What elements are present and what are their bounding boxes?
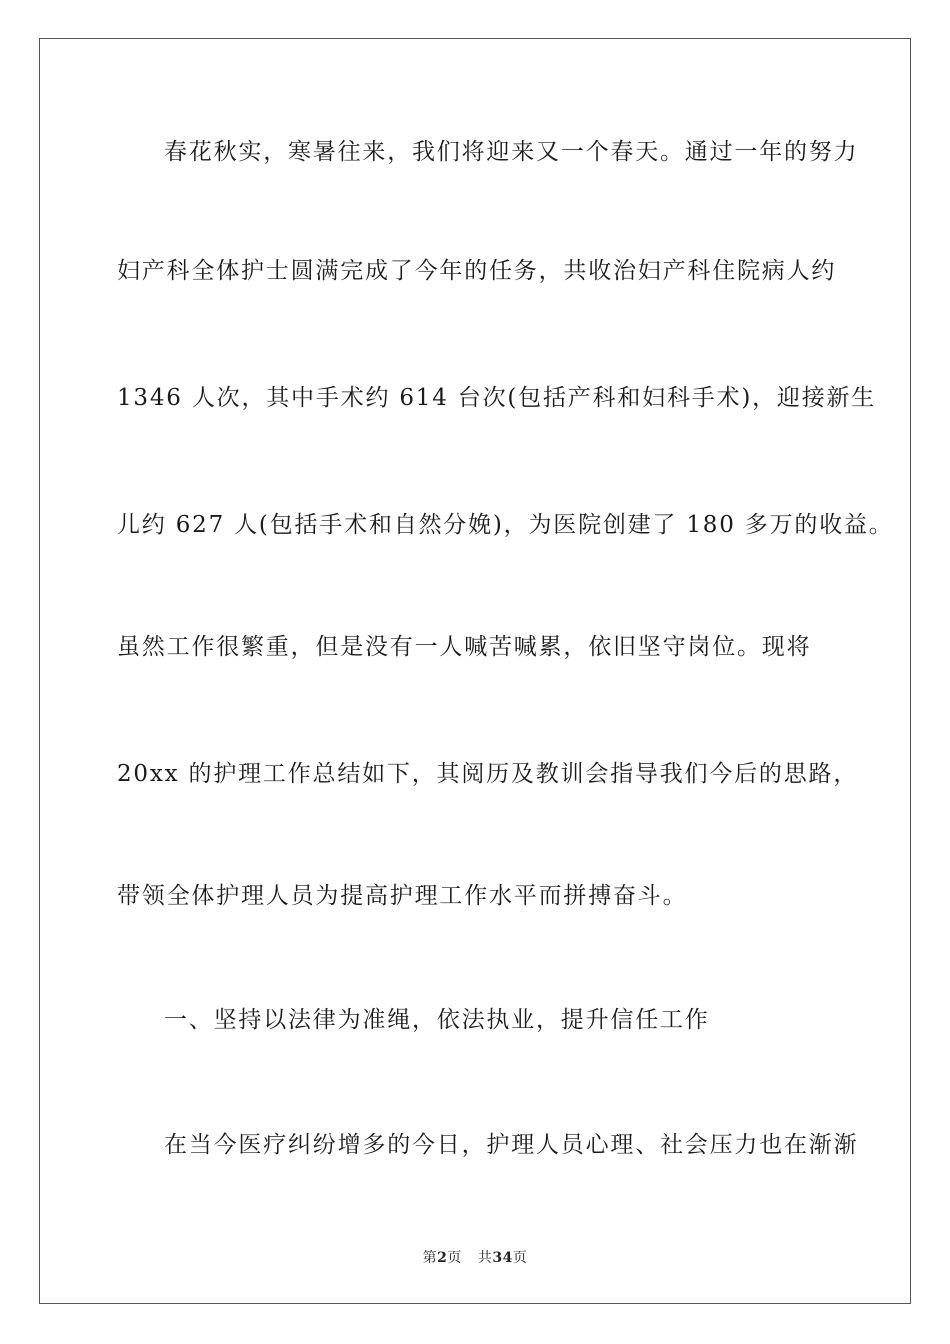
body-text-line: 20xx 的护理工作总结如下，其阅历及教训会指导我们今后的思路， xyxy=(117,761,859,787)
body-text-line: 妇产科全体护士圆满完成了今年的任务，共收治妇产科住院病人约 xyxy=(117,258,837,284)
page-suffix: 页 xyxy=(447,1250,462,1266)
page-footer xyxy=(0,1247,950,1267)
total-suffix: 页 xyxy=(512,1250,528,1266)
body-text-line: 在当今医疗纠纷增多的今日，护理人员心理、社会压力也在渐渐 xyxy=(164,1132,859,1158)
page-number: 2 xyxy=(437,1250,448,1266)
page-prefix: 第 xyxy=(422,1250,438,1266)
body-text-line: 1346 人次，其中手术约 614 台次(包括产科和妇科手术)，迎接新生 xyxy=(117,385,877,411)
body-text-line: 虽然工作很繁重，但是没有一人喊苦喊累，依旧坚守岗位。现将 xyxy=(117,634,812,660)
body-text-line: 春花秋实，寒暑往来，我们将迎来又一个春天。通过一年的努力 xyxy=(164,139,859,165)
body-text-line: 带领全体护理人员为提高护理工作水平而拼搏奋斗。 xyxy=(117,883,688,909)
total-pages: 34 xyxy=(492,1250,513,1266)
total-prefix: 共 xyxy=(477,1250,493,1266)
body-text-line: 儿约 627 人(包括手术和自然分娩)，为医院创建了 180 多万的收益。 xyxy=(117,512,894,538)
page-border xyxy=(39,38,911,1304)
section-heading: 一、坚持以法律为准绳，依法执业，提升信任工作 xyxy=(164,1007,710,1033)
